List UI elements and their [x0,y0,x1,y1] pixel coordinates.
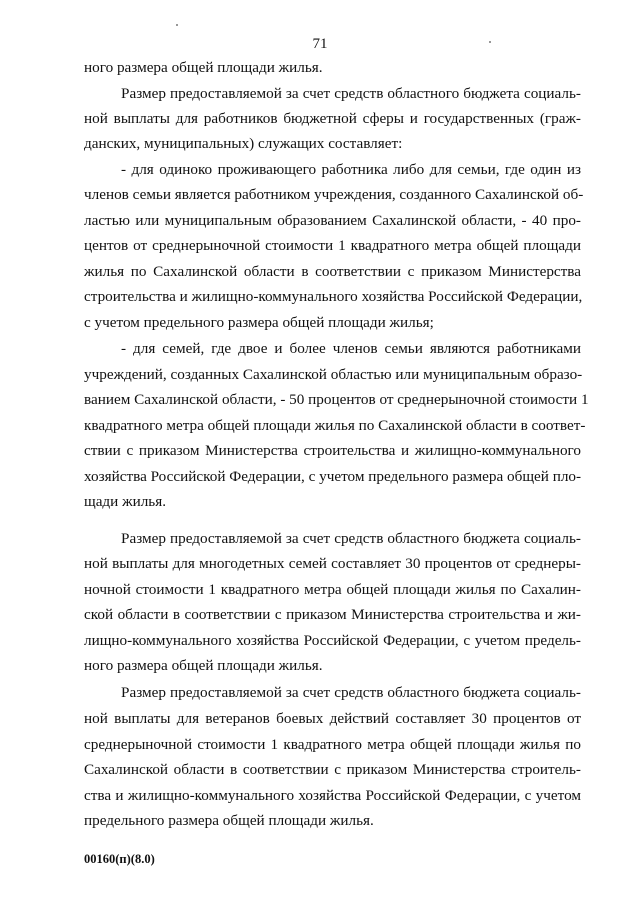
scan-speck [176,24,178,26]
text-line: Размер предоставляемой за счет средств областного бюджета социаль- [121,530,581,547]
text-line: ного размера общей площади жилья. [84,657,323,674]
text-line: данских, муниципальных) служащих составляет: [84,135,403,152]
scan-speck [489,41,491,43]
text-line: ного размера общей площади жилья. [84,59,323,76]
text-line: - для семей, где двое и более членов семьи являются работниками [121,340,581,357]
text-line: предельного размера общей площади жилья. [84,812,374,829]
text-line: ной выплаты для ветеранов боевых действий составляет 30 процентов от [84,710,581,727]
text-line: квадратного метра общей площади жилья по Сахалинской области в соответ- [84,417,586,434]
text-line: лищно-коммунального хозяйства Российской Федерации, с учетом предель- [84,632,581,649]
text-line: ной выплаты для многодетных семей составляет 30 процентов от среднеры- [84,555,581,572]
page-number: 71 [312,36,328,52]
text-line: Размер предоставляемой за счет средств областного бюджета социаль- [121,684,581,701]
text-line: ной выплаты для работников бюджетной сферы и государственных (граж- [84,110,581,127]
text-line: ства и жилищно-коммунального хозяйства Российской Федерации, с учетом [84,787,581,804]
text-line: - для одиноко проживающего работника либо для семьи, где один из [121,161,581,178]
text-line: строительства и жилищно-коммунального хозяйства Российской Федерации, [84,288,583,305]
text-line: хозяйства Российской Федерации, с учетом предельного размера общей пло- [84,468,582,485]
document-code: 00160(п)(8.0) [84,852,155,866]
text-line: жилья по Сахалинской области в соответствии с приказом Министерства [84,263,581,280]
text-line: щади жилья. [84,493,166,510]
text-line: членов семьи является работником учреждения, созданного Сахалинской об- [84,186,584,203]
text-line: учреждений, созданных Сахалинской областью или муниципальным образо- [84,366,583,383]
text-line: Размер предоставляемой за счет средств областного бюджета социаль- [121,85,581,102]
text-line: ской области в соответствии с приказом Министерства строительства и жи- [84,606,581,623]
text-line: ночной стоимости 1 квадратного метра общей площади жилья по Сахалин- [84,581,581,598]
text-line: ствии с приказом Министерства строительства и жилищно-коммунального [84,442,581,459]
text-line: ванием Сахалинской области, - 50 процентов от среднерыночной стоимости 1 [84,391,589,408]
text-line: ластью или муниципальным образованием Сахалинской области, - 40 про- [84,212,581,229]
text-line: центов от среднерыночной стоимости 1 квадратного метра общей площади [84,237,581,254]
text-line: Сахалинской области в соответствии с приказом Министерства строитель- [84,761,581,778]
text-line: среднерыночной стоимости 1 квадратного метра общей площади жилья по [84,736,581,753]
text-line: с учетом предельного размера общей площади жилья; [84,314,434,331]
